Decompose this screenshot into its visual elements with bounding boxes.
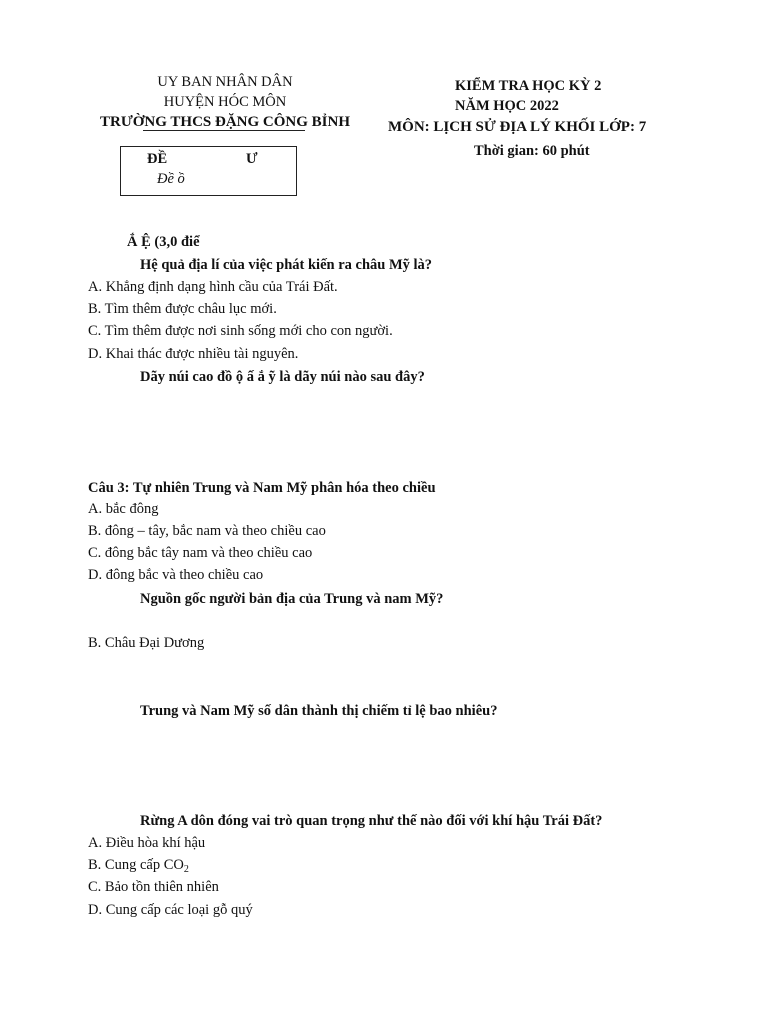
question-5-title: Trung và Nam Mỹ số dân thành thị chiếm tỉ lệ bao nhiêu? [140, 703, 498, 719]
question-6-title: Rừng A dôn đóng vai trò quan trọng như thế nào đối với khí hậu Trái Đất? [140, 813, 603, 829]
section-title: Ắ Ệ (3,0 điể [127, 234, 200, 250]
question-3-title: Câu 3: Tự nhiên Trung và Nam Mỹ phân hóa theo chiều [88, 480, 436, 496]
school-year: NĂM HỌC 2022 [455, 98, 559, 114]
question-6-option-d: D. Cung cấp các loại gỗ quý [88, 902, 253, 918]
question-1-title: Hệ quả địa lí của việc phát kiến ra châu Mỹ là? [140, 257, 433, 273]
question-3-option-c: C. đông bắc tây nam và theo chiều cao [88, 545, 313, 561]
school-name: TRƯỜNG THCS ĐẶNG CÔNG BỈNH [99, 114, 351, 130]
question-1-option-a: A. Khẳng định dạng hình cầu của Trái Đất. [88, 279, 338, 295]
exam-title: KIỂM TRA HỌC KỲ 2 [455, 78, 602, 94]
header-left-line-2: HUYỆN HÓC MÔN [163, 94, 287, 110]
subject-line: MÔN: LỊCH SỬ ĐỊA LÝ KHỐI LỚP: 7 [388, 119, 647, 135]
question-6-option-a: A. Điều hòa khí hậu [88, 835, 206, 851]
question-1-option-c: C. Tìm thêm được nơi sinh sống mới cho con người. [88, 323, 393, 339]
school-name-underline [143, 130, 305, 131]
time-line: Thời gian: 60 phút [474, 143, 590, 159]
question-6-option-b-text: B. Cung cấp CO [88, 857, 184, 873]
question-1-option-b: B. Tìm thêm được châu lục mới. [88, 301, 277, 317]
code-box-left-label: ĐỀ [147, 151, 168, 167]
question-6-option-b-subscript: 2 [183, 864, 189, 875]
code-box-right-label: Ư [246, 151, 258, 167]
question-4-option-b: B. Châu Đại Dương [88, 635, 205, 651]
question-3-option-b: B. đông – tây, bắc nam và theo chiều cao [88, 523, 326, 539]
question-6-option-b [88, 856, 189, 874]
question-3-option-d: D. đông bắc và theo chiều cao [88, 567, 264, 583]
code-box-subtitle: Đề ồ [157, 171, 185, 187]
question-2-title: Dãy núi cao đồ ộ ấ ắ ỹ là dãy núi nào sau đây? [140, 369, 425, 385]
question-1-option-d: D. Khai thác được nhiều tài nguyên. [88, 346, 299, 362]
header-left-line-1: UY BAN NHÂN DÂN [157, 74, 293, 90]
question-3-option-a: A. bắc đông [88, 501, 159, 517]
question-4-title: Nguồn gốc người bản địa của Trung và nam Mỹ? [140, 591, 444, 607]
question-6-option-c: C. Bảo tồn thiên nhiên [88, 879, 219, 895]
